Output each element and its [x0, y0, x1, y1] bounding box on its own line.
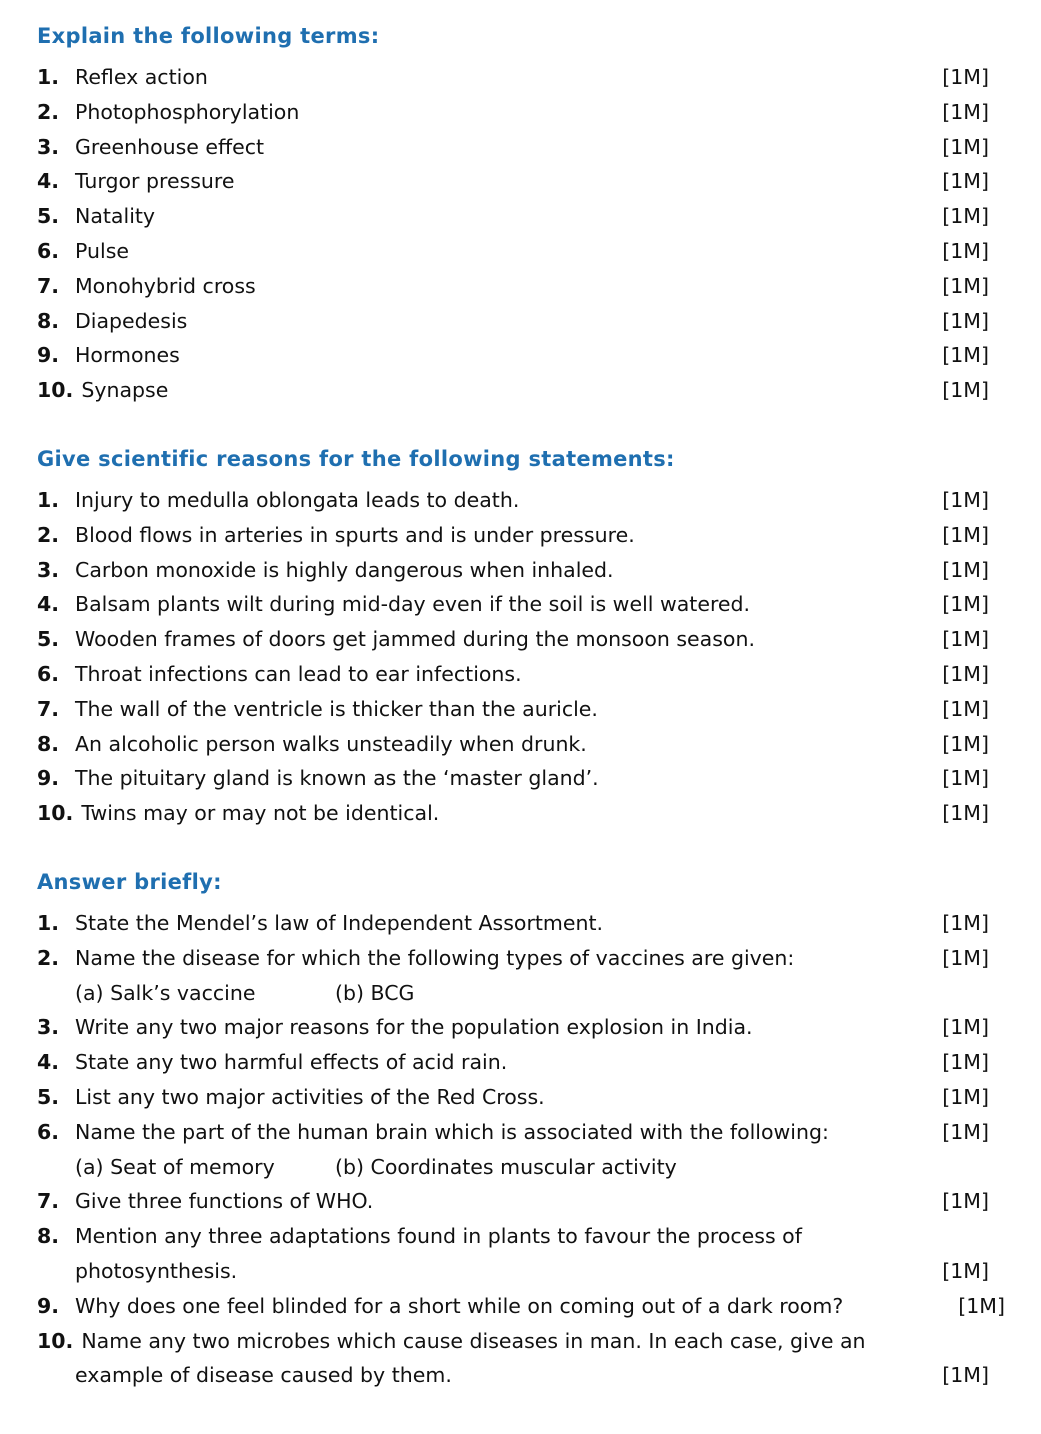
question-text: List any two major activities of the Red Cross. — [75, 1084, 545, 1109]
marks-label: [1M] — [942, 731, 989, 756]
question-text-continued: photosynthesis. — [75, 1258, 238, 1283]
question-number: 1. — [37, 488, 60, 512]
marks-label: [1M] — [942, 169, 989, 194]
question-item — [37, 657, 989, 692]
question-item — [37, 483, 989, 518]
question-item — [37, 1324, 989, 1359]
question-text: Pulse — [75, 238, 129, 263]
question-item — [37, 692, 989, 727]
question-options — [37, 1150, 989, 1185]
marks-label: [1M] — [942, 1084, 989, 1109]
marks-label: [1M] — [942, 1015, 989, 1040]
question-number: 9. — [37, 766, 60, 791]
question-number: 8. — [37, 731, 60, 756]
marks-label: [1M] — [942, 766, 989, 791]
question-text: Name the disease for which the following types of vaccines are given: — [75, 945, 795, 970]
question-number: 7. — [37, 696, 60, 721]
option-a: (a) Seat of memory — [75, 1154, 275, 1179]
question-item — [37, 234, 989, 269]
marks-label: [1M] — [942, 204, 989, 229]
question-number: 4. — [37, 1050, 60, 1075]
question-text: An alcoholic person walks unsteadily when drunk. — [75, 731, 587, 756]
question-number: 3. — [37, 557, 60, 582]
question-text: Hormones — [75, 343, 180, 368]
marks-label: [1M] — [942, 99, 989, 124]
question-text: The pituitary gland is known as the ‘master gland’. — [75, 766, 599, 791]
question-number: 10. — [37, 1328, 74, 1353]
question-text: State any two harmful effects of acid rain. — [75, 1050, 508, 1075]
question-text: Balsam plants wilt during mid-day even if the soil is well watered. — [75, 592, 751, 617]
question-number: 6. — [37, 661, 60, 686]
question-text: Mention any three adaptations found in plants to favour the process of — [75, 1224, 802, 1249]
section-1 — [37, 20, 989, 408]
question-item — [37, 164, 989, 199]
question-number: 5. — [37, 627, 60, 652]
question-number: 2. — [37, 522, 60, 547]
question-item — [37, 373, 989, 408]
marks-label: [1M] — [942, 343, 989, 368]
question-number: 10. — [37, 801, 74, 826]
question-item — [37, 60, 989, 95]
question-number: 7. — [37, 1189, 60, 1214]
question-item — [37, 906, 989, 941]
question-number: 4. — [37, 592, 60, 617]
marks-label: [1M] — [942, 945, 989, 970]
question-number: 8. — [37, 1224, 60, 1249]
marks-label: [1M] — [942, 661, 989, 686]
marks-label: [1M] — [942, 522, 989, 547]
question-item — [37, 269, 989, 304]
question-text: Name any two microbes which cause diseases in man. In each case, give an — [81, 1328, 866, 1353]
option-b: (b) BCG — [335, 980, 415, 1005]
question-number: 2. — [37, 945, 60, 970]
question-number: 5. — [37, 1084, 60, 1109]
question-number: 8. — [37, 308, 60, 333]
question-text: Diapedesis — [75, 308, 188, 333]
marks-label: [1M] — [942, 1189, 989, 1214]
marks-label: [1M] — [942, 696, 989, 721]
question-item — [37, 338, 989, 373]
question-item — [37, 727, 989, 762]
question-text: Turgor pressure — [75, 169, 235, 194]
marks-label: [1M] — [942, 488, 989, 512]
question-item — [37, 553, 989, 588]
question-item — [37, 199, 989, 234]
question-item — [37, 304, 989, 339]
marks-label: [1M] — [942, 1258, 989, 1283]
marks-label: [1M] — [942, 308, 989, 333]
question-number: 6. — [37, 238, 60, 263]
section-3 — [37, 866, 1005, 1393]
marks-label: [1M] — [942, 627, 989, 652]
question-text: Why does one feel blinded for a short while on coming out of a dark room? — [75, 1293, 844, 1318]
question-item — [37, 796, 989, 831]
question-text: Injury to medulla oblongata leads to death. — [75, 488, 520, 512]
question-text: Blood flows in arteries in spurts and is under pressure. — [75, 522, 635, 547]
marks-label: [1M] — [942, 65, 989, 89]
question-continuation — [37, 1254, 989, 1289]
section-heading: Explain the following terms: — [37, 24, 380, 48]
question-number: 3. — [37, 134, 60, 159]
question-text: Carbon monoxide is highly dangerous when inhaled. — [75, 557, 614, 582]
question-item — [37, 1219, 989, 1254]
question-number: 5. — [37, 204, 60, 229]
marks-label: [1M] — [942, 1119, 989, 1144]
marks-label: [1M] — [942, 134, 989, 159]
section-2 — [37, 443, 989, 831]
marks-label: [1M] — [942, 1363, 989, 1388]
question-number: 6. — [37, 1119, 60, 1144]
question-number: 1. — [37, 65, 60, 89]
question-item — [37, 622, 989, 657]
question-number: 3. — [37, 1015, 60, 1040]
question-text-continued: example of disease caused by them. — [75, 1363, 452, 1388]
question-item — [37, 1289, 1005, 1324]
question-text: Name the part of the human brain which is associated with the following: — [75, 1119, 829, 1144]
question-number: 9. — [37, 1293, 60, 1318]
question-text: Throat infections can lead to ear infections. — [75, 661, 522, 686]
question-number: 4. — [37, 169, 60, 194]
section-heading: Answer briefly: — [37, 870, 222, 894]
marks-label: [1M] — [958, 1293, 1005, 1318]
question-text: The wall of the ventricle is thicker than the auricle. — [75, 696, 598, 721]
question-item — [37, 1115, 989, 1150]
question-item — [37, 130, 989, 165]
question-number: 1. — [37, 911, 60, 935]
question-text: Twins may or may not be identical. — [81, 801, 440, 826]
marks-label: [1M] — [942, 557, 989, 582]
marks-label: [1M] — [942, 911, 989, 935]
question-number: 9. — [37, 343, 60, 368]
question-number: 10. — [37, 378, 74, 403]
question-continuation — [37, 1358, 989, 1393]
question-text: Wooden frames of doors get jammed during the monsoon season. — [75, 627, 755, 652]
option-b: (b) Coordinates muscular activity — [335, 1154, 677, 1179]
question-item — [37, 95, 989, 130]
question-text: Write any two major reasons for the population explosion in India. — [75, 1015, 753, 1040]
marks-label: [1M] — [942, 801, 989, 826]
question-options — [37, 976, 989, 1011]
marks-label: [1M] — [942, 378, 989, 403]
question-text: Monohybrid cross — [75, 273, 256, 298]
question-item — [37, 1010, 989, 1045]
question-item — [37, 941, 989, 976]
question-item — [37, 587, 989, 622]
question-item — [37, 1080, 989, 1115]
option-a: (a) Salk’s vaccine — [75, 980, 256, 1005]
marks-label: [1M] — [942, 1050, 989, 1075]
question-text: Synapse — [81, 378, 169, 403]
marks-label: [1M] — [942, 592, 989, 617]
question-item — [37, 1045, 989, 1080]
question-text: Reflex action — [75, 65, 208, 89]
question-text: Photophosphorylation — [75, 99, 300, 124]
marks-label: [1M] — [942, 238, 989, 263]
marks-label: [1M] — [942, 273, 989, 298]
section-heading: Give scientific reasons for the following statements: — [37, 447, 675, 471]
question-item — [37, 761, 989, 796]
question-text: Greenhouse effect — [75, 134, 265, 159]
question-item — [37, 518, 989, 553]
question-number: 7. — [37, 273, 60, 298]
question-text: Natality — [75, 204, 156, 229]
question-text: State the Mendel’s law of Independent Assortment. — [75, 911, 604, 935]
question-item — [37, 1184, 989, 1219]
question-number: 2. — [37, 99, 60, 124]
question-text: Give three functions of WHO. — [75, 1189, 374, 1214]
